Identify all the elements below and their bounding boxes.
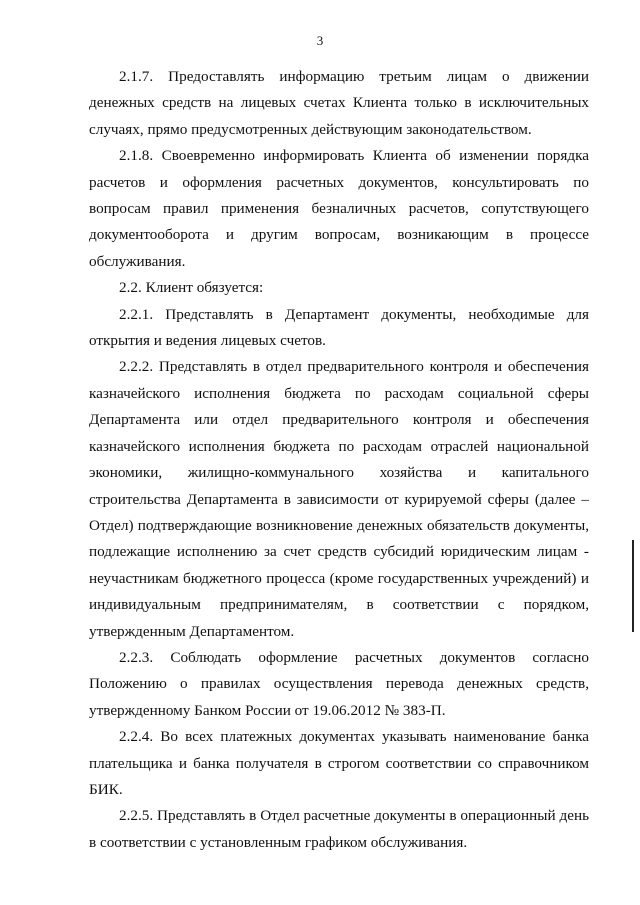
document-body — [89, 64, 589, 856]
paragraph-2-2-2: 2.2.2. Представлять в отдел предварительного контроля и обеспечения казначейского исполнения бюджета по расходам социальной сферы Департамента или отдел предварительного контроля и обеспечения казначейского исполнения бюджета по расходам отраслей национальной экономики, жилищно-коммунального хозяйства и капитального строительства Департамента в зависимости от курируемой сферы (далее – Отдел) подтверждающие возникновение денежных обязательств документы, подлежащие исполнению за счет средств субсидий юридическим лицам - неучастникам бюджетного процесса (кроме государственных учреждений) и индивидуальным предпринимателям, в соответствии с порядком, утвержденным Департаментом. — [89, 358, 589, 640]
paragraph-2-2-4: 2.2.4. Во всех платежных документах указывать наименование банка плательщика и банка получателя в строгом соответствии со справочником БИК. — [89, 728, 589, 798]
paragraph-2-2-3: 2.2.3. Соблюдать оформление расчетных документов согласно Положению о правилах осуществления перевода денежных средств, утвержденному Банком России от 19.06.2012 № 383-П. — [89, 648, 589, 719]
paragraph-2-2: 2.2. Клиент обязуется: — [119, 279, 264, 297]
paragraph-2-1-7: 2.1.7. Предоставлять информацию третьим лицам о движении денежных средств на лицевых счетах Клиента только в исключительных случаях, прямо предусмотренных действующим законодательством. — [89, 68, 589, 138]
page-number: 3 — [316, 33, 324, 48]
paragraph-2-2-5: 2.2.5. Представлять в Отдел расчетные документы в операционный день в соответствии с установленным графиком обслуживания. — [89, 807, 589, 851]
paragraph-2-2-1: 2.2.1. Представлять в Департамент документы, необходимые для открытия и ведения лицевых счетов. — [89, 305, 589, 350]
scan-edge-mark — [632, 540, 634, 632]
paragraph-2-1-8: 2.1.8. Своевременно информировать Клиента об изменении порядка расчетов и оформления расчетных документов, консультировать по вопросам правил применения безналичных расчетов, сопутствующего документооборота и другим вопросам, возникающим в процессе обслуживания. — [89, 147, 589, 270]
